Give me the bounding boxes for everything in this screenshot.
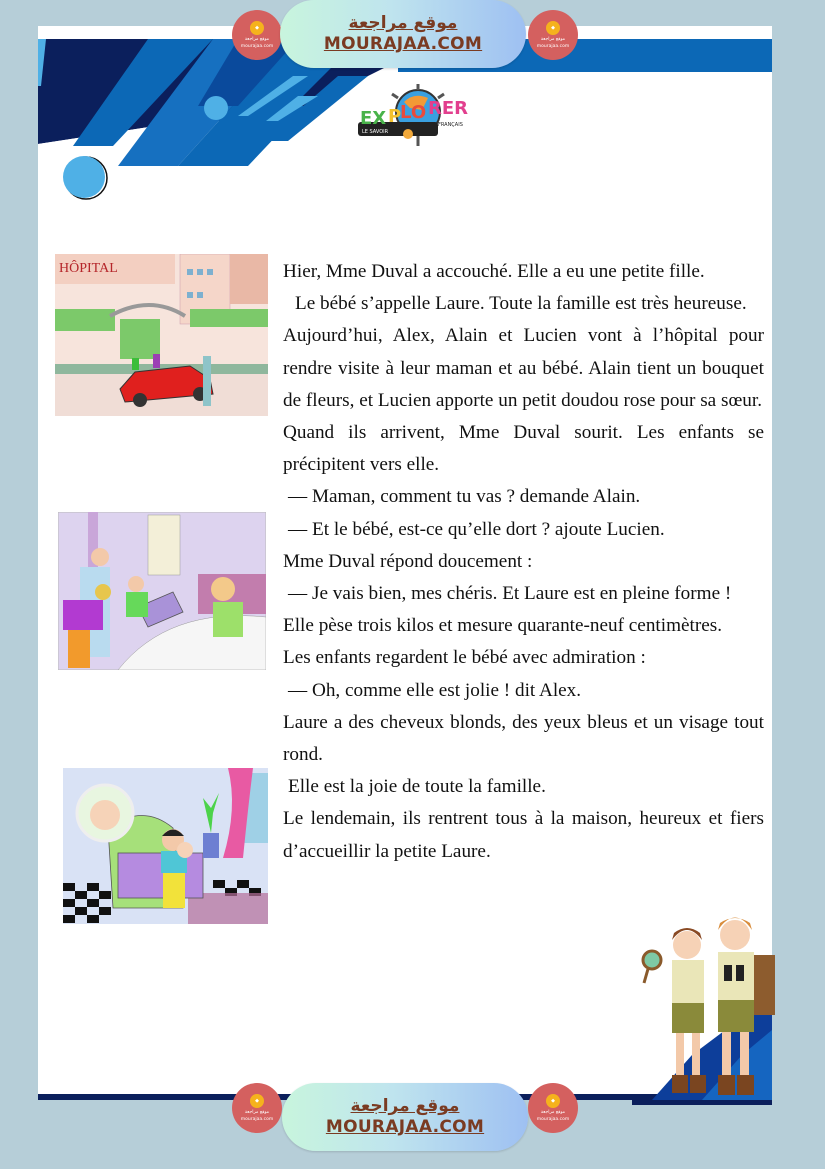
dialogue-line: — Oh, comme elle est jolie ! dit Alex. bbox=[288, 679, 582, 701]
story-paragraph: Elle pèse trois kilos et mesure quarante-neuf centimètres. bbox=[283, 615, 723, 637]
banner-site-link[interactable]: MOURAJAA.COM bbox=[325, 1117, 485, 1137]
book-icon: ◆ bbox=[546, 1094, 560, 1108]
badge-site-text: mourajaa.com bbox=[240, 44, 274, 49]
dialogue-line: — Je vais bien, mes chéris. Et Laure est en pleine forme ! bbox=[288, 583, 732, 605]
badge-arabic-text: موقع مراجعة bbox=[244, 1110, 270, 1115]
dialogue-line: — Maman, comment tu vas ? demande Alain. bbox=[288, 486, 641, 508]
badge-site-text: mourajaa.com bbox=[536, 44, 570, 49]
header-site-banner[interactable] bbox=[280, 0, 526, 68]
svg-text:P: P bbox=[388, 106, 402, 127]
site-badge-left[interactable] bbox=[232, 10, 282, 60]
badge-arabic-text: موقع مراجعة bbox=[540, 1110, 566, 1115]
story-paragraph: Le bébé s’appelle Laure. Toute la famille est très heureuse. bbox=[295, 293, 747, 315]
svg-text:HÔPITAL: HÔPITAL bbox=[59, 261, 118, 276]
story-paragraph: Aujourd’hui, Alex, Alain et Lucien vont à l’hôpital pour rendre visite à leur maman et au bébé. Alain tient un bouquet de fleurs, et Lucien apporte un petit doudou rose pour sa sœur. bbox=[283, 325, 764, 411]
story-paragraph: Les enfants regardent le bébé avec admiration : bbox=[283, 647, 646, 669]
hospital-room-illustration bbox=[58, 512, 266, 670]
badge-arabic-text: موقع مراجعة bbox=[244, 37, 270, 42]
footer-site-banner[interactable] bbox=[282, 1083, 528, 1151]
explorer-logo bbox=[356, 80, 468, 152]
story-paragraph: Hier, Mme Duval a accouché. Elle a eu une petite fille. bbox=[283, 261, 705, 282]
badge-site-text: mourajaa.com bbox=[240, 1117, 274, 1122]
home-illustration bbox=[63, 768, 268, 924]
svg-text:LE SAVOIR: LE SAVOIR bbox=[362, 129, 389, 135]
banner-arabic-title: موقع مراجعة bbox=[348, 13, 458, 33]
banner-site-link[interactable]: MOURAJAA.COM bbox=[323, 34, 483, 54]
story-paragraph: Mme Duval répond doucement : bbox=[283, 550, 533, 572]
story-paragraph: Elle est la joie de toute la famille. bbox=[288, 776, 546, 798]
badge-site-text: mourajaa.com bbox=[536, 1117, 570, 1122]
svg-text:EX: EX bbox=[360, 108, 387, 129]
story-paragraph: Laure a des cheveux blonds, des yeux bleus et un visage tout rond. bbox=[283, 711, 764, 766]
svg-text:LO: LO bbox=[400, 102, 427, 123]
book-icon: ◆ bbox=[250, 21, 264, 35]
svg-text:FRANÇAIS: FRANÇAIS bbox=[438, 122, 463, 128]
site-badge-right-footer[interactable] bbox=[528, 1083, 578, 1133]
dialogue-line: — Et le bébé, est-ce qu’elle dort ? ajoute Lucien. bbox=[288, 518, 665, 540]
book-icon: ◆ bbox=[546, 21, 560, 35]
site-badge-left-footer[interactable] bbox=[232, 1083, 282, 1133]
story-paragraph: Le lendemain, ils rentrent tous à la maison, heureux et fiers d’accueillir la petite Laure. bbox=[283, 808, 764, 862]
book-icon: ◆ bbox=[250, 1094, 264, 1108]
badge-arabic-text: موقع مراجعة bbox=[540, 37, 566, 42]
explorer-kids-illustration bbox=[632, 905, 777, 1105]
svg-text:RER: RER bbox=[428, 98, 468, 119]
site-badge-right[interactable] bbox=[528, 10, 578, 60]
banner-arabic-title: موقع مراجعة bbox=[350, 1096, 460, 1116]
hospital-illustration bbox=[55, 254, 268, 416]
story-text bbox=[283, 256, 764, 868]
story-paragraph: Quand ils arrivent, Mme Duval sourit. Les enfants se précipitent vers elle. bbox=[283, 422, 764, 476]
